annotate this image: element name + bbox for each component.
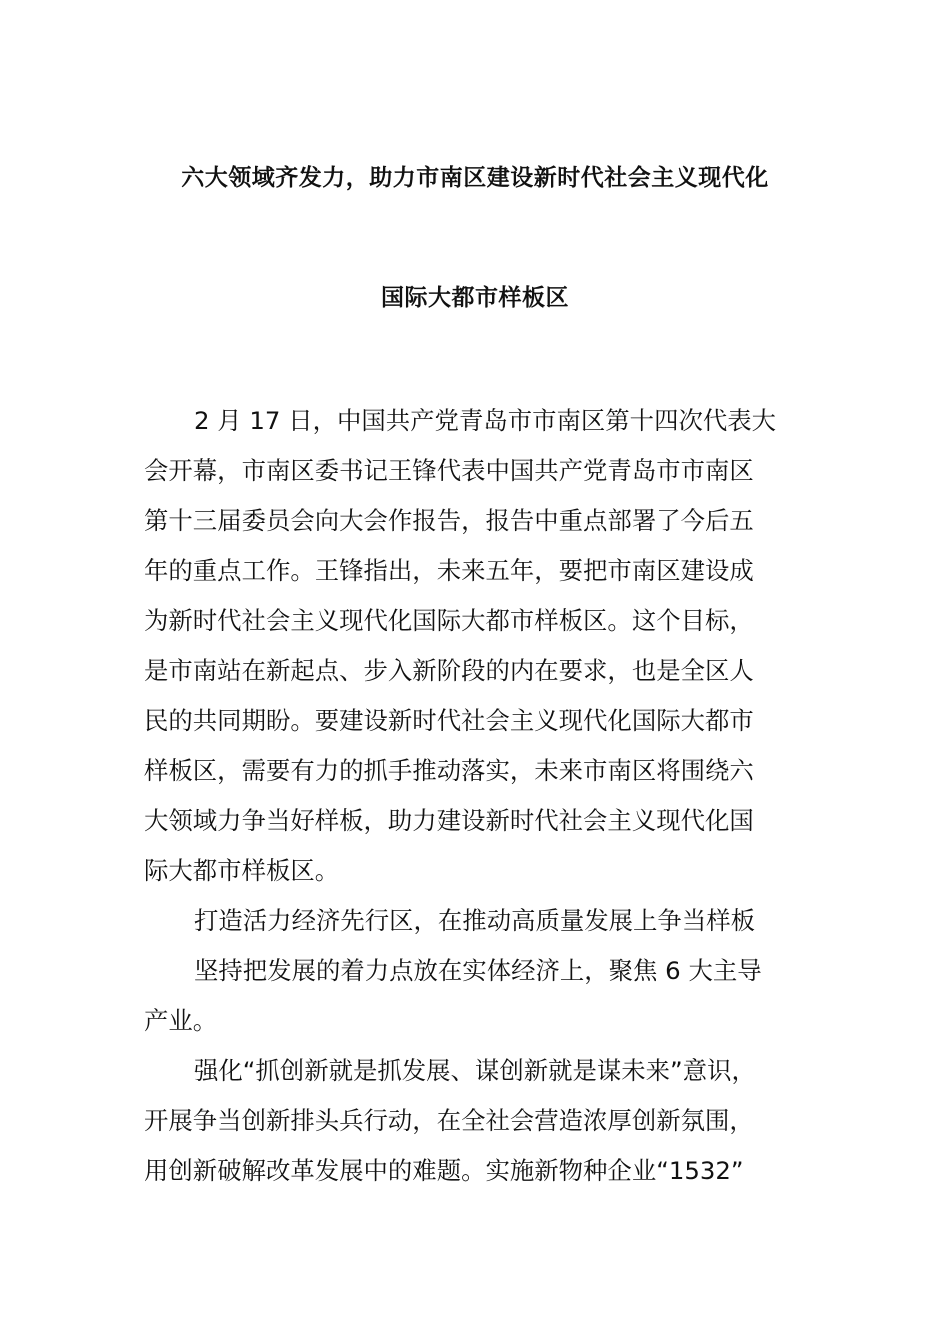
paragraph-line: 坚持把发展的着力点放在实体经济上，聚焦 6 大主导	[194, 956, 762, 985]
paragraph-line: 第十三届委员会向大会作报告，报告中重点部署了今后五	[144, 506, 754, 535]
paragraph-line: 大领域力争当好样板，助力建设新时代社会主义现代化国	[144, 806, 754, 835]
paragraph-line: 为新时代社会主义现代化国际大都市样板区。这个目标，	[144, 606, 754, 635]
paragraph-line: 用创新破解改革发展中的难题。实施新物种企业“1532”	[144, 1156, 744, 1185]
paragraph-line: 开展争当创新排头兵行动，在全社会营造浓厚创新氛围，	[144, 1106, 754, 1135]
paragraph-line: 民的共同期盼。要建设新时代社会主义现代化国际大都市	[144, 706, 754, 735]
paragraph-line: 样板区，需要有力的抓手推动落实，未来市南区将围绕六	[144, 756, 754, 785]
paragraph-line: 会开幕，市南区委书记王锋代表中国共产党青岛市市南区	[144, 456, 754, 485]
document-body	[144, 396, 834, 1196]
paragraph-line: 是市南站在新起点、步入新阶段的内在要求，也是全区人	[144, 656, 754, 685]
paragraph-line: 际大都市样板区。	[144, 856, 340, 885]
document-title-line-2: 国际大都市样板区	[381, 285, 569, 311]
paragraph-line: 年的重点工作。王锋指出，未来五年，要把市南区建设成	[144, 556, 754, 585]
paragraph-line: 2 月 17 日，中国共产党青岛市市南区第十四次代表大	[194, 406, 777, 435]
paragraph-line: 强化“抓创新就是抓发展、谋创新就是谋未来”意识，	[194, 1056, 756, 1085]
document-title-line-1: 六大领域齐发力，助力市南区建设新时代社会主义现代化	[181, 165, 769, 191]
paragraph-line: 产业。	[144, 1006, 218, 1035]
section-heading-line: 打造活力经济先行区，在推动高质量发展上争当样板	[194, 906, 755, 935]
